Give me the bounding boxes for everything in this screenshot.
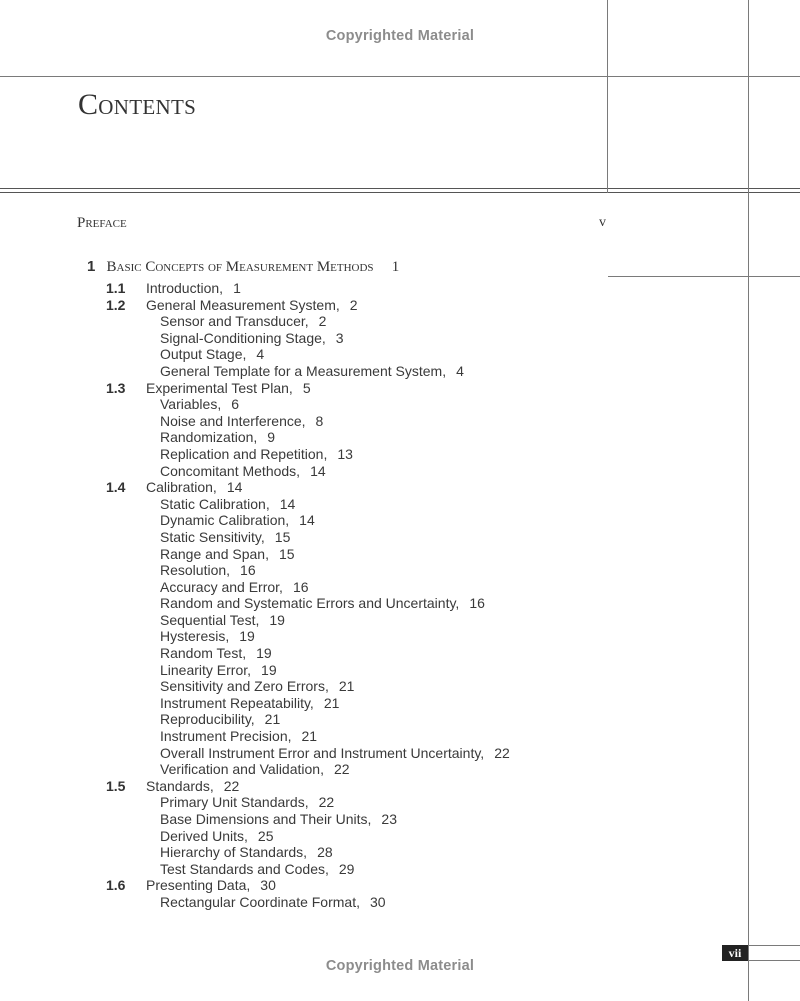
toc-entry (0, 363, 760, 380)
entry-text (160, 429, 275, 446)
entry-text (160, 313, 326, 330)
entry-page-number: 19 (261, 661, 277, 678)
entry-text (160, 811, 397, 828)
toc-entry (0, 828, 760, 845)
chapter-number: 1 (87, 258, 96, 275)
toc-entry (0, 662, 760, 679)
chapter-title: Basic Concepts of Measurement Methods (106, 259, 374, 275)
toc-entry (0, 463, 760, 480)
entry-text (160, 828, 274, 845)
entry-text (160, 363, 464, 380)
entry-title: Test Standards and Codes, (160, 860, 329, 877)
entry-title: General Template for a Measurement System, (160, 362, 447, 379)
entry-page-number: 6 (231, 396, 240, 413)
toc-entry (0, 546, 760, 563)
entry-page-number: 16 (469, 595, 485, 612)
toc-entry (0, 728, 760, 745)
section-number: 1.5 (106, 777, 126, 794)
entry-title: Noise and Interference, (160, 412, 306, 429)
entry-title: Reproducibility, (160, 711, 255, 728)
toc-entry (0, 745, 760, 762)
title-rule-lower (0, 192, 800, 193)
entry-text (160, 662, 277, 679)
entry-page-number: 25 (257, 827, 274, 844)
preface-page-number: v (599, 215, 606, 230)
entry-title: Replication and Repetition, (160, 445, 328, 462)
entry-page-number: 28 (317, 844, 333, 861)
entry-title: Rectangular Coordinate Format, (160, 893, 360, 910)
toc-entry (0, 529, 760, 546)
entry-title: Standards, (146, 777, 214, 794)
entry-title: Instrument Precision, (160, 728, 292, 745)
entry-text (146, 297, 358, 314)
entry-text (160, 413, 323, 430)
entry-page-number: 14 (299, 512, 315, 529)
entry-page-number: 30 (370, 893, 386, 910)
section-number: 1.3 (106, 379, 126, 396)
entry-title: Static Calibration, (160, 495, 270, 512)
entry-title: Accuracy and Error, (160, 578, 283, 595)
toc-entry (0, 711, 760, 728)
entry-title: Primary Unit Standards, (160, 794, 309, 811)
entry-text (160, 546, 295, 563)
toc-entry (0, 595, 760, 612)
entry-text (146, 280, 241, 297)
entry-page-number: 21 (323, 694, 340, 711)
toc-entry (0, 429, 760, 446)
toc-entry (0, 562, 760, 579)
entry-page-number: 21 (301, 728, 318, 745)
entry-page-number: 23 (381, 811, 397, 827)
entry-title: Overall Instrument Error and Instrument Uncertainty, (160, 744, 485, 761)
title-rule-upper (0, 188, 800, 189)
entry-title: Sensor and Transducer, (160, 313, 309, 330)
entry-page-number: 21 (264, 711, 281, 728)
entry-text (160, 529, 290, 546)
entry-title: Random Test, (160, 645, 247, 662)
toc-entry (0, 695, 760, 712)
toc-entry (0, 446, 760, 463)
section-number: 1.6 (106, 877, 126, 894)
toc-entry (0, 313, 760, 330)
entry-title: Hysteresis, (160, 628, 230, 645)
entry-page-number: 15 (278, 545, 295, 562)
toc-entry (0, 877, 760, 894)
entry-title: Instrument Repeatability, (160, 694, 314, 711)
toc-entry (0, 396, 760, 413)
entry-title: Verification and Validation, (160, 761, 324, 778)
entry-text (160, 396, 239, 413)
entry-text (160, 861, 354, 878)
entry-text (160, 446, 353, 463)
toc-entry (0, 861, 760, 878)
entry-text (160, 512, 315, 529)
entry-title: Calibration, (146, 479, 217, 496)
toc-entry (0, 794, 760, 811)
toc-entry (0, 297, 760, 314)
watermark-top: Copyrighted Material (325, 28, 475, 44)
entry-page-number: 8 (315, 412, 324, 429)
entry-text (160, 346, 264, 363)
entry-text (160, 562, 256, 579)
toc-entry (0, 811, 760, 828)
entry-text (160, 728, 317, 745)
toc-entry (0, 612, 760, 629)
entry-text (160, 496, 295, 513)
entry-page-number: 14 (279, 495, 296, 512)
entry-text (160, 794, 334, 811)
header-rule (0, 76, 800, 77)
entry-title: Dynamic Calibration, (160, 512, 290, 529)
margin-rule-inner (607, 0, 608, 193)
toc-entry (0, 761, 760, 778)
entry-page-number: 15 (274, 528, 291, 545)
entry-page-number: 2 (349, 296, 358, 313)
toc-entry (0, 346, 760, 363)
entry-text (160, 761, 350, 778)
entry-text (160, 745, 510, 762)
entry-page-number: 9 (267, 429, 276, 446)
entry-page-number: 16 (240, 562, 256, 579)
chapter-page-number: 1 (391, 259, 400, 275)
entry-page-number: 4 (456, 362, 464, 379)
entry-text (160, 695, 339, 712)
entry-text (160, 628, 255, 645)
entry-page-number: 22 (223, 777, 240, 794)
toc-entry (0, 844, 760, 861)
entry-page-number: 19 (256, 645, 272, 662)
footer-rule-lower (748, 960, 800, 961)
entry-page-number: 21 (338, 678, 355, 695)
entry-title: Introduction, (146, 280, 224, 296)
section-number: 1.4 (106, 479, 126, 496)
entry-page-number: 1 (233, 280, 241, 296)
toc-entry (0, 628, 760, 645)
entry-page-number: 19 (269, 611, 285, 628)
toc-entry (0, 496, 760, 513)
toc-entry (0, 678, 760, 695)
entry-text (146, 877, 276, 894)
section-number: 1.2 (106, 296, 126, 313)
toc-entry (0, 579, 760, 596)
entry-title: Derived Units, (160, 827, 248, 844)
entry-text (146, 479, 242, 496)
page-title: Contents (78, 88, 197, 121)
entry-page-number: 14 (226, 479, 243, 496)
entry-page-number: 5 (302, 379, 311, 396)
entry-title: Randomization, (160, 429, 258, 446)
entry-title: Base Dimensions and Their Units, (160, 811, 372, 827)
chapter-rule (608, 276, 800, 277)
entry-page-number: 29 (338, 860, 355, 877)
entry-text (160, 645, 272, 662)
toc-entry (0, 280, 760, 297)
entry-title: Hierarchy of Standards, (160, 844, 308, 861)
entry-page-number: 22 (318, 794, 335, 811)
entry-title: Presenting Data, (146, 877, 251, 894)
entry-page-number: 22 (333, 761, 350, 778)
watermark-bottom: Copyrighted Material (325, 958, 475, 974)
entry-text (160, 579, 309, 596)
section-number: 1.1 (106, 280, 126, 296)
entry-text (146, 380, 311, 397)
preface-label: Preface (77, 215, 127, 231)
entry-page-number: 30 (260, 877, 276, 894)
entry-title: General Measurement System, (146, 296, 340, 313)
entry-title: Resolution, (160, 562, 231, 579)
entry-text (146, 778, 239, 795)
entry-title: Range and Span, (160, 545, 269, 562)
footer-rule-upper (748, 945, 800, 946)
entry-title: Variables, (160, 396, 222, 413)
toc-entry (0, 413, 760, 430)
entry-page-number: 14 (310, 462, 326, 479)
toc-entry (0, 479, 760, 496)
entry-title: Linearity Error, (160, 661, 252, 678)
entry-title: Experimental Test Plan, (146, 379, 293, 396)
entry-page-number: 4 (256, 346, 265, 363)
toc-entry (0, 778, 760, 795)
toc-entry (0, 894, 760, 911)
toc-entry (0, 645, 760, 662)
entry-text (160, 595, 485, 612)
entry-text (160, 844, 333, 861)
entry-title: Sensitivity and Zero Errors, (160, 678, 329, 695)
entry-text (160, 711, 280, 728)
entry-page-number: 19 (239, 628, 255, 645)
entry-page-number: 16 (292, 578, 309, 595)
toc-entry (0, 512, 760, 529)
entry-title: Signal-Conditioning Stage, (160, 329, 326, 346)
toc-entry (0, 330, 760, 347)
entry-text (160, 678, 354, 695)
toc-entry (0, 380, 760, 397)
entry-title: Random and Systematic Errors and Uncertainty, (160, 595, 460, 612)
entry-title: Output Stage, (160, 346, 247, 363)
chapter-heading (87, 258, 399, 276)
entry-page-number: 13 (337, 445, 353, 462)
entry-title: Concomitant Methods, (160, 462, 301, 479)
entry-page-number: 22 (494, 744, 510, 761)
entry-text (160, 330, 344, 347)
toc-entry-list (0, 280, 760, 911)
page-number-badge: vii (722, 945, 748, 961)
entry-text (160, 612, 285, 629)
entry-title: Sequential Test, (160, 611, 260, 628)
entry-page-number: 3 (335, 329, 344, 346)
entry-title: Static Sensitivity, (160, 528, 265, 545)
entry-page-number: 2 (318, 313, 327, 330)
entry-text (160, 463, 326, 480)
entry-text (160, 894, 386, 911)
